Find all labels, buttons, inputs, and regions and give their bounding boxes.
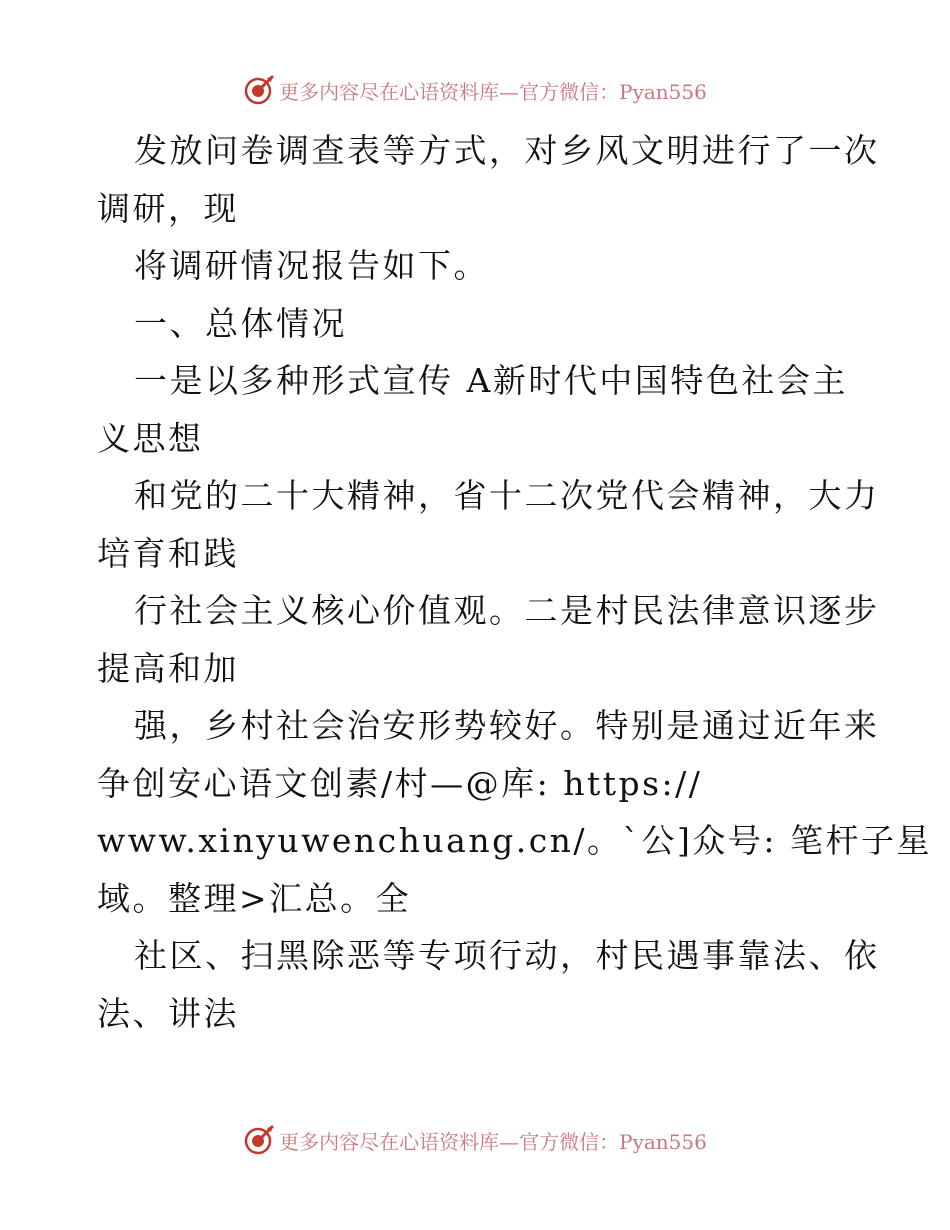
footer-banner-text: 更多内容尽在心语资料库—官方微信：Pyan556	[279, 1129, 707, 1154]
body-line: 培育和践	[97, 533, 239, 573]
footer-banner-inner	[243, 1124, 707, 1156]
body-line: www.xinyuwenchuang.cn/。`公]众号: 笔杆子星	[97, 821, 933, 860]
body-line: 调研，现	[97, 188, 239, 228]
body-line: 争创安心语文创素/村—@库: https://	[97, 763, 703, 803]
document-body	[97, 122, 933, 1042]
body-line: 提高和加	[97, 648, 239, 688]
brand-logo-icon	[243, 74, 275, 106]
footer-banner	[0, 1120, 950, 1160]
brand-logo-icon	[243, 1124, 275, 1156]
body-line: 一是以多种形式宣传 A新时代中国特色社会主	[134, 361, 848, 400]
header-banner-inner	[243, 74, 707, 106]
body-line: 发放问卷调查表等方式，对乡风文明进行了一次	[134, 131, 880, 170]
body-line: 将调研情况报告如下。	[134, 246, 489, 285]
body-line: 社区、扫黑除恶等专项行动，村民遇事靠法、依	[134, 936, 880, 975]
body-line: 义思想	[97, 418, 204, 458]
body-line: 法、讲法	[97, 993, 239, 1033]
section-heading: 一、总体情况	[134, 303, 347, 343]
body-line: 域。整理>汇总。全	[97, 878, 412, 918]
body-line: 和党的二十大精神，省十二次党代会精神，大力	[134, 476, 880, 515]
header-banner	[0, 70, 950, 110]
body-line: 行社会主义核心价值观。二是村民法律意识逐步	[134, 591, 880, 630]
header-banner-text: 更多内容尽在心语资料库—官方微信：Pyan556	[279, 79, 707, 104]
body-line: 强，乡村社会治安形势较好。特别是通过近年来	[134, 706, 880, 745]
